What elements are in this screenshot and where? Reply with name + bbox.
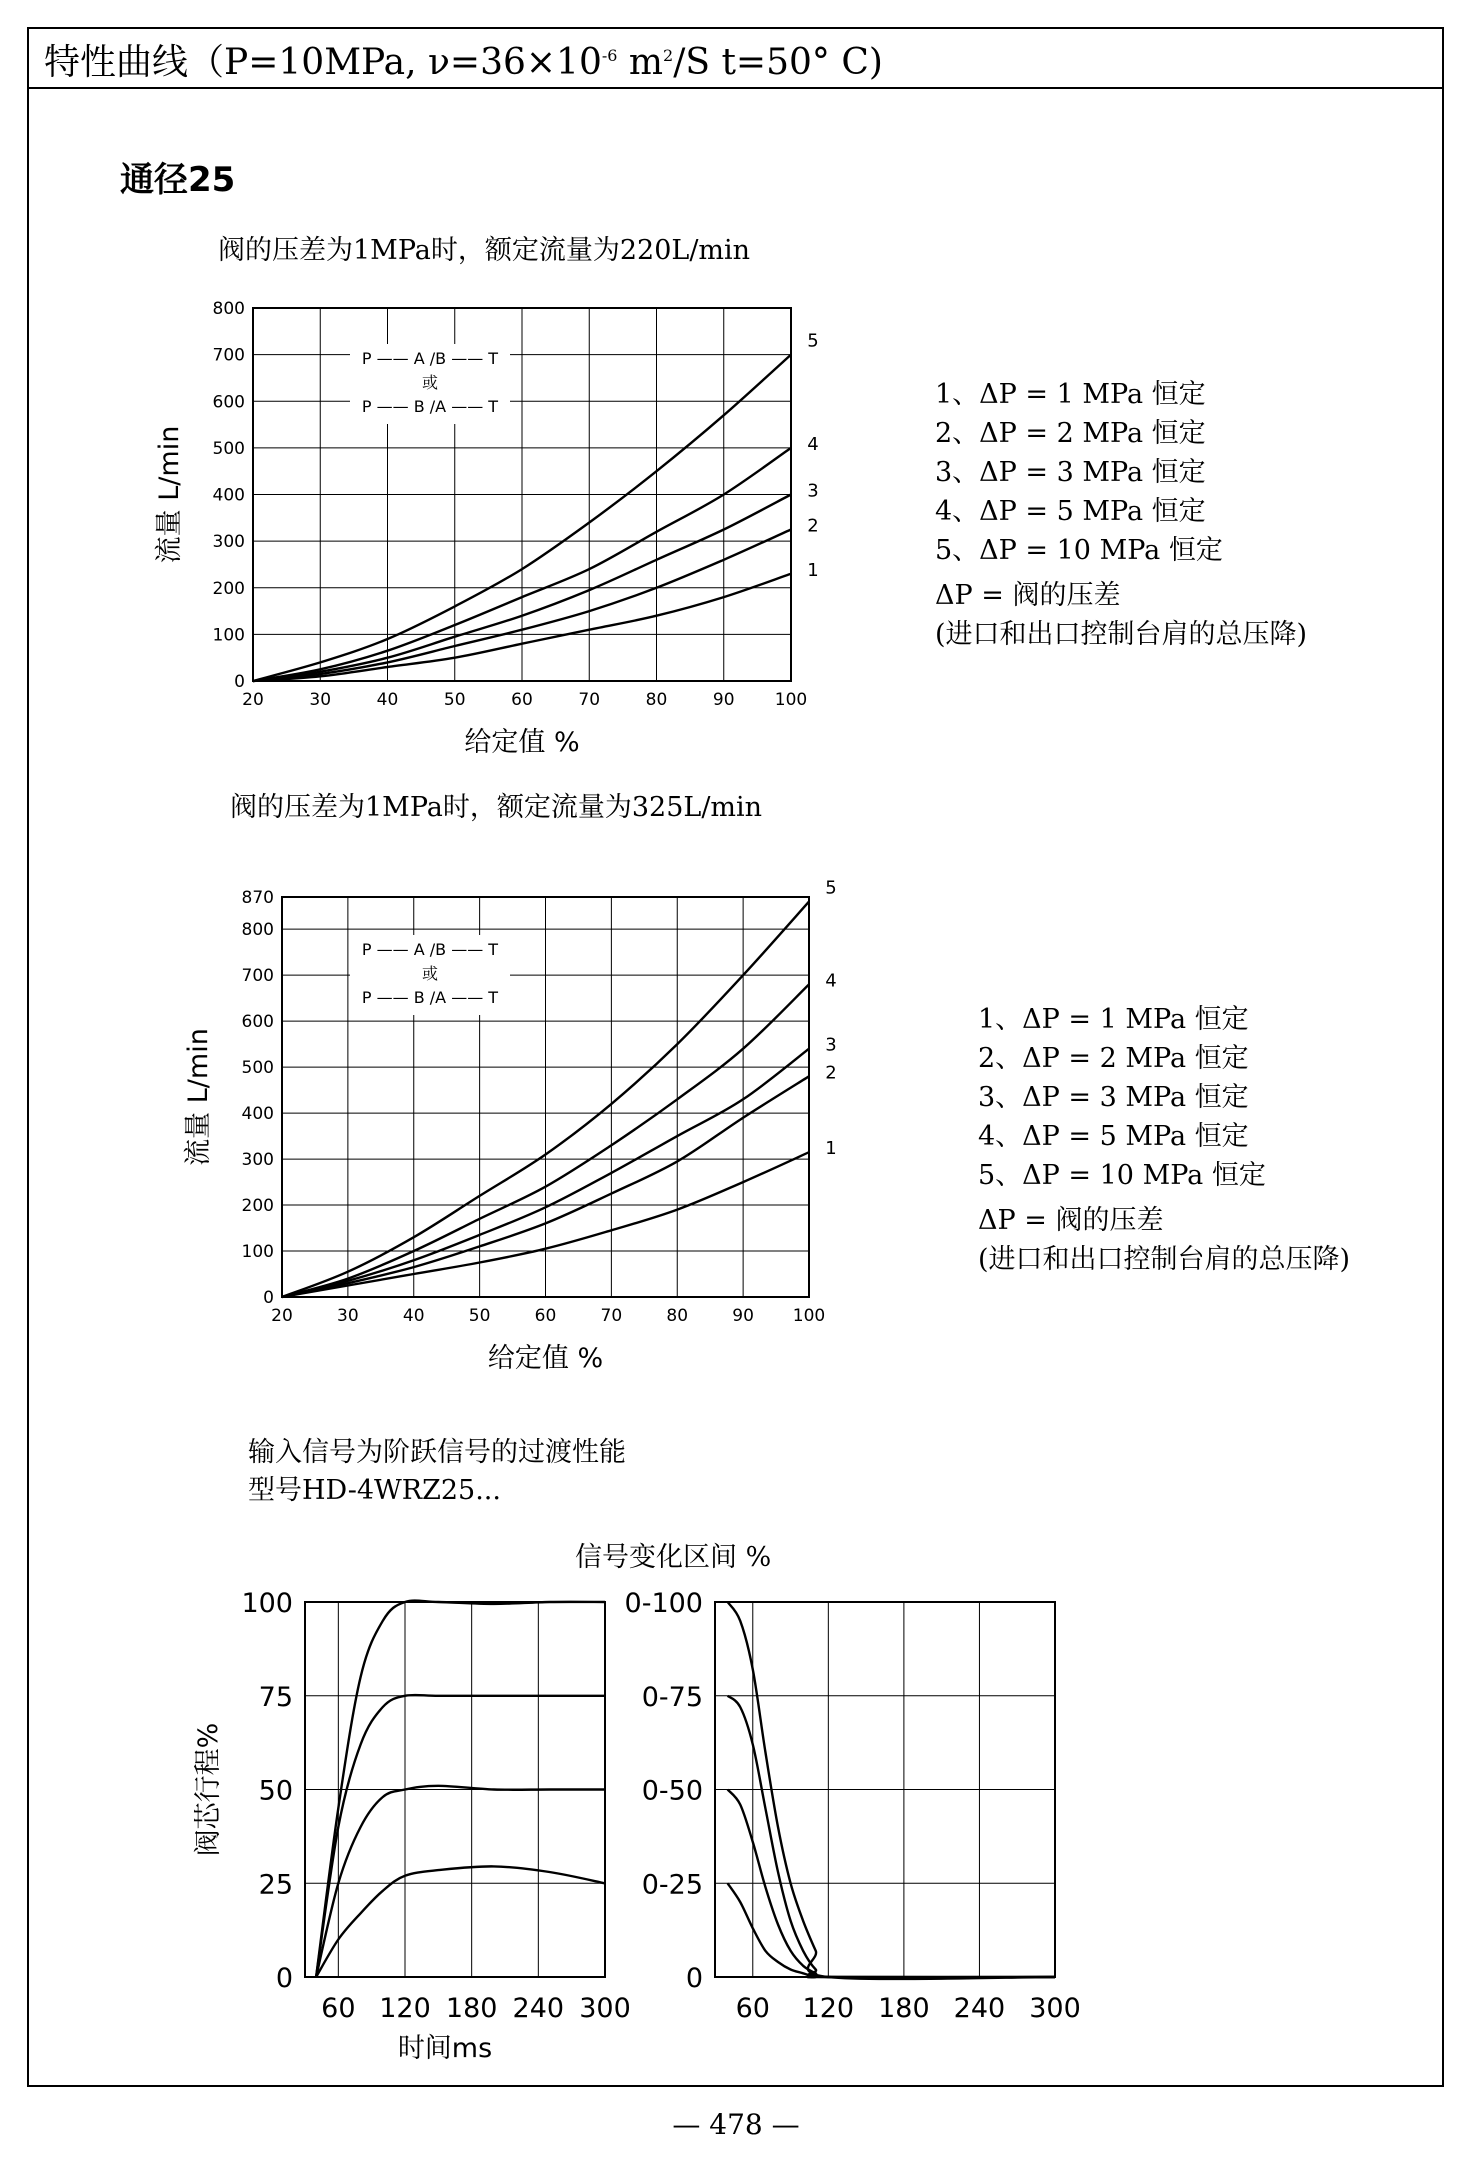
chart2-x-tick-label: 90: [732, 1306, 754, 1326]
chart1-y-tick-label: 600: [212, 392, 245, 413]
chart2-x-tick-label: 60: [534, 1306, 557, 1326]
legend-note-1: ΔP = 阀的压差: [978, 1205, 1164, 1236]
chart1-y-tick-label: 700: [212, 345, 245, 366]
header-viscosity: ν=36×10: [428, 42, 602, 83]
chart2-y-tick-label: 500: [241, 1058, 274, 1079]
step1-y-tick-label: 50: [258, 1775, 293, 1807]
step-chart-title: 信号变化区间 %: [575, 1542, 772, 1573]
chart2-y-tick-label: 600: [241, 1012, 274, 1033]
legend-item-1: 1、ΔP = 1 MPa 恒定: [935, 379, 1206, 410]
chart2-y-tick-label: 400: [241, 1104, 274, 1125]
step2-x-tick-label: 300: [1029, 1993, 1081, 2024]
legend-item-5: 5、ΔP = 10 MPa 恒定: [978, 1160, 1266, 1191]
chart1-y-tick-label: 0: [234, 672, 245, 692]
legend-item-3: 3、ΔP = 3 MPa 恒定: [935, 457, 1206, 488]
chart1-x-tick-label: 40: [376, 690, 399, 710]
legend-item-2: 2、ΔP = 2 MPa 恒定: [978, 1043, 1249, 1074]
legend-item-4: 4、ΔP = 5 MPa 恒定: [978, 1121, 1249, 1152]
step2-y-tick-label: 0-25: [641, 1869, 703, 1901]
header-prefix: 特性曲线（P=10MPa,: [44, 42, 429, 83]
chart2-x-tick-label: 20: [271, 1306, 293, 1326]
chart1-y-tick-label: 400: [212, 485, 245, 506]
header-suffix: /S t=50° C): [673, 42, 883, 83]
chart1-x-tick-label: 90: [712, 690, 735, 710]
step2-x-tick-label: 240: [953, 1993, 1006, 2024]
step2-y-tick-label: 0: [685, 1963, 703, 1994]
step1-series-2-line: [316, 1695, 605, 1977]
step1-y-tick-label: 0: [275, 1963, 293, 1994]
chart1-series-4-label: 4: [807, 433, 819, 455]
chart1-x-tick-label: 50: [443, 690, 466, 710]
step1-x-tick-label: 180: [445, 1993, 498, 2024]
chart1-series-1-label: 1: [807, 559, 819, 581]
chart1-y-tick-label: 300: [212, 532, 245, 553]
chart1-series-2-label: 2: [807, 515, 819, 537]
legend-item-1: 1、ΔP = 1 MPa 恒定: [978, 1004, 1249, 1035]
chart1-x-tick-label: 80: [645, 690, 668, 710]
chart1-y-tick-label: 500: [212, 438, 245, 459]
chart2-series-4-label: 4: [825, 970, 837, 992]
chart2-y-tick-label: 100: [241, 1242, 274, 1263]
step2-y-tick-label: 0-75: [641, 1681, 703, 1713]
chart1-x-tick-label: 100: [774, 690, 808, 710]
legend-item-2: 2、ΔP = 2 MPa 恒定: [935, 418, 1206, 449]
chart2-series-1-label: 1: [825, 1138, 837, 1160]
chart1-series-5-label: 5: [807, 330, 819, 352]
chart2-y-axis-label: 流量 L/min: [183, 1028, 214, 1166]
step2-series-4-line: [728, 1883, 1055, 1977]
chart2-x-tick-label: 40: [402, 1306, 425, 1326]
chart2-y-tick-label: 0: [263, 1288, 274, 1308]
step1-x-tick-label: 120: [379, 1993, 431, 2024]
step1-y-tick-label: 75: [258, 1681, 293, 1713]
legend-note-2: (进口和出口控制台肩的总压降): [935, 619, 1308, 650]
chart2-x-axis-label: 给定值 %: [487, 1343, 604, 1374]
chart2-x-tick-label: 30: [337, 1306, 359, 1326]
legend-item-4: 4、ΔP = 5 MPa 恒定: [935, 496, 1206, 527]
chart1-y-tick-label: 800: [212, 299, 245, 319]
page-number: — 478 —: [672, 2108, 800, 2141]
chart2-x-tick-label: 80: [666, 1306, 689, 1326]
chart1-x-tick-label: 20: [242, 690, 264, 710]
chart2-series-5-label: 5: [825, 877, 837, 899]
step2-y-tick-label: 0-100: [624, 1588, 703, 1619]
chart2-caption: 阀的压差为1MPa时，额定流量为325L/min: [230, 792, 763, 823]
chart2-y-tick-label: 800: [241, 920, 274, 941]
chart2-x-tick-label: 50: [468, 1306, 491, 1326]
chart2-inset-line-3: P —— B /A —— T: [361, 988, 499, 1007]
chart2-y-tick-label: 700: [241, 966, 274, 987]
legend-note-1: ΔP = 阀的压差: [935, 580, 1121, 611]
legend-item-5: 5、ΔP = 10 MPa 恒定: [935, 535, 1223, 566]
header-unit-exponent: 2: [663, 46, 674, 65]
chart2-series-3-label: 3: [825, 1034, 837, 1056]
step-title-2: 型号HD-4WRZ25...: [248, 1475, 501, 1506]
chart1-x-tick-label: 30: [309, 690, 332, 710]
chart1-inset-line-3: P —— B /A —— T: [361, 397, 499, 416]
header-exponent: -6: [601, 46, 618, 65]
chart2-x-tick-label: 100: [792, 1306, 826, 1326]
chart1-inset-line-1: P —— A /B —— T: [361, 349, 499, 368]
chart1-y-axis-label: 流量 L/min: [154, 425, 185, 564]
chart2-y-tick-label: 870: [241, 888, 274, 908]
step2-x-tick-label: 60: [735, 1993, 770, 2024]
step1-y-tick-label: 25: [258, 1869, 293, 1901]
step-title-1: 输入信号为阶跃信号的过渡性能: [248, 1437, 626, 1468]
step1-y-axis-label: 阀芯行程%: [193, 1722, 224, 1857]
chart1-inset-line-2: 或: [421, 373, 439, 392]
section-title: 通径25: [120, 160, 236, 200]
step1-x-tick-label: 60: [321, 1993, 356, 2024]
chart2-y-tick-label: 200: [241, 1196, 274, 1217]
step2-y-tick-label: 0-50: [641, 1775, 703, 1807]
chart2-y-tick-label: 300: [241, 1150, 274, 1171]
chart2-inset-line-2: 或: [421, 964, 439, 983]
step1-x-tick-label: 300: [579, 1993, 631, 2024]
step1-x-axis-label: 时间ms: [397, 2033, 493, 2064]
chart1-caption: 阀的压差为1MPa时，额定流量为220L/min: [218, 235, 751, 266]
step2-series-2-line: [728, 1696, 1055, 1978]
header-unit: m: [617, 42, 664, 83]
legend-note-2: (进口和出口控制台肩的总压降): [978, 1244, 1351, 1275]
chart1-x-axis-label: 给定值 %: [464, 727, 580, 758]
chart1-x-tick-label: 60: [511, 690, 533, 710]
step1-series-3-line: [316, 1786, 605, 1977]
chart1-y-tick-label: 100: [212, 625, 245, 646]
step2-x-tick-label: 120: [802, 1993, 855, 2024]
chart1-x-tick-label: 70: [578, 690, 601, 710]
chart2-inset-line-1: P —— A /B —— T: [361, 940, 499, 959]
chart2-series-2-label: 2: [825, 1062, 837, 1084]
chart2-x-tick-label: 70: [600, 1306, 623, 1326]
chart1-y-tick-label: 200: [212, 578, 245, 599]
legend-item-3: 3、ΔP = 3 MPa 恒定: [978, 1082, 1249, 1113]
chart1-series-3-label: 3: [807, 480, 819, 502]
step1-y-tick-label: 100: [241, 1588, 293, 1619]
step1-x-tick-label: 240: [512, 1993, 565, 2024]
step2-x-tick-label: 180: [878, 1993, 930, 2024]
